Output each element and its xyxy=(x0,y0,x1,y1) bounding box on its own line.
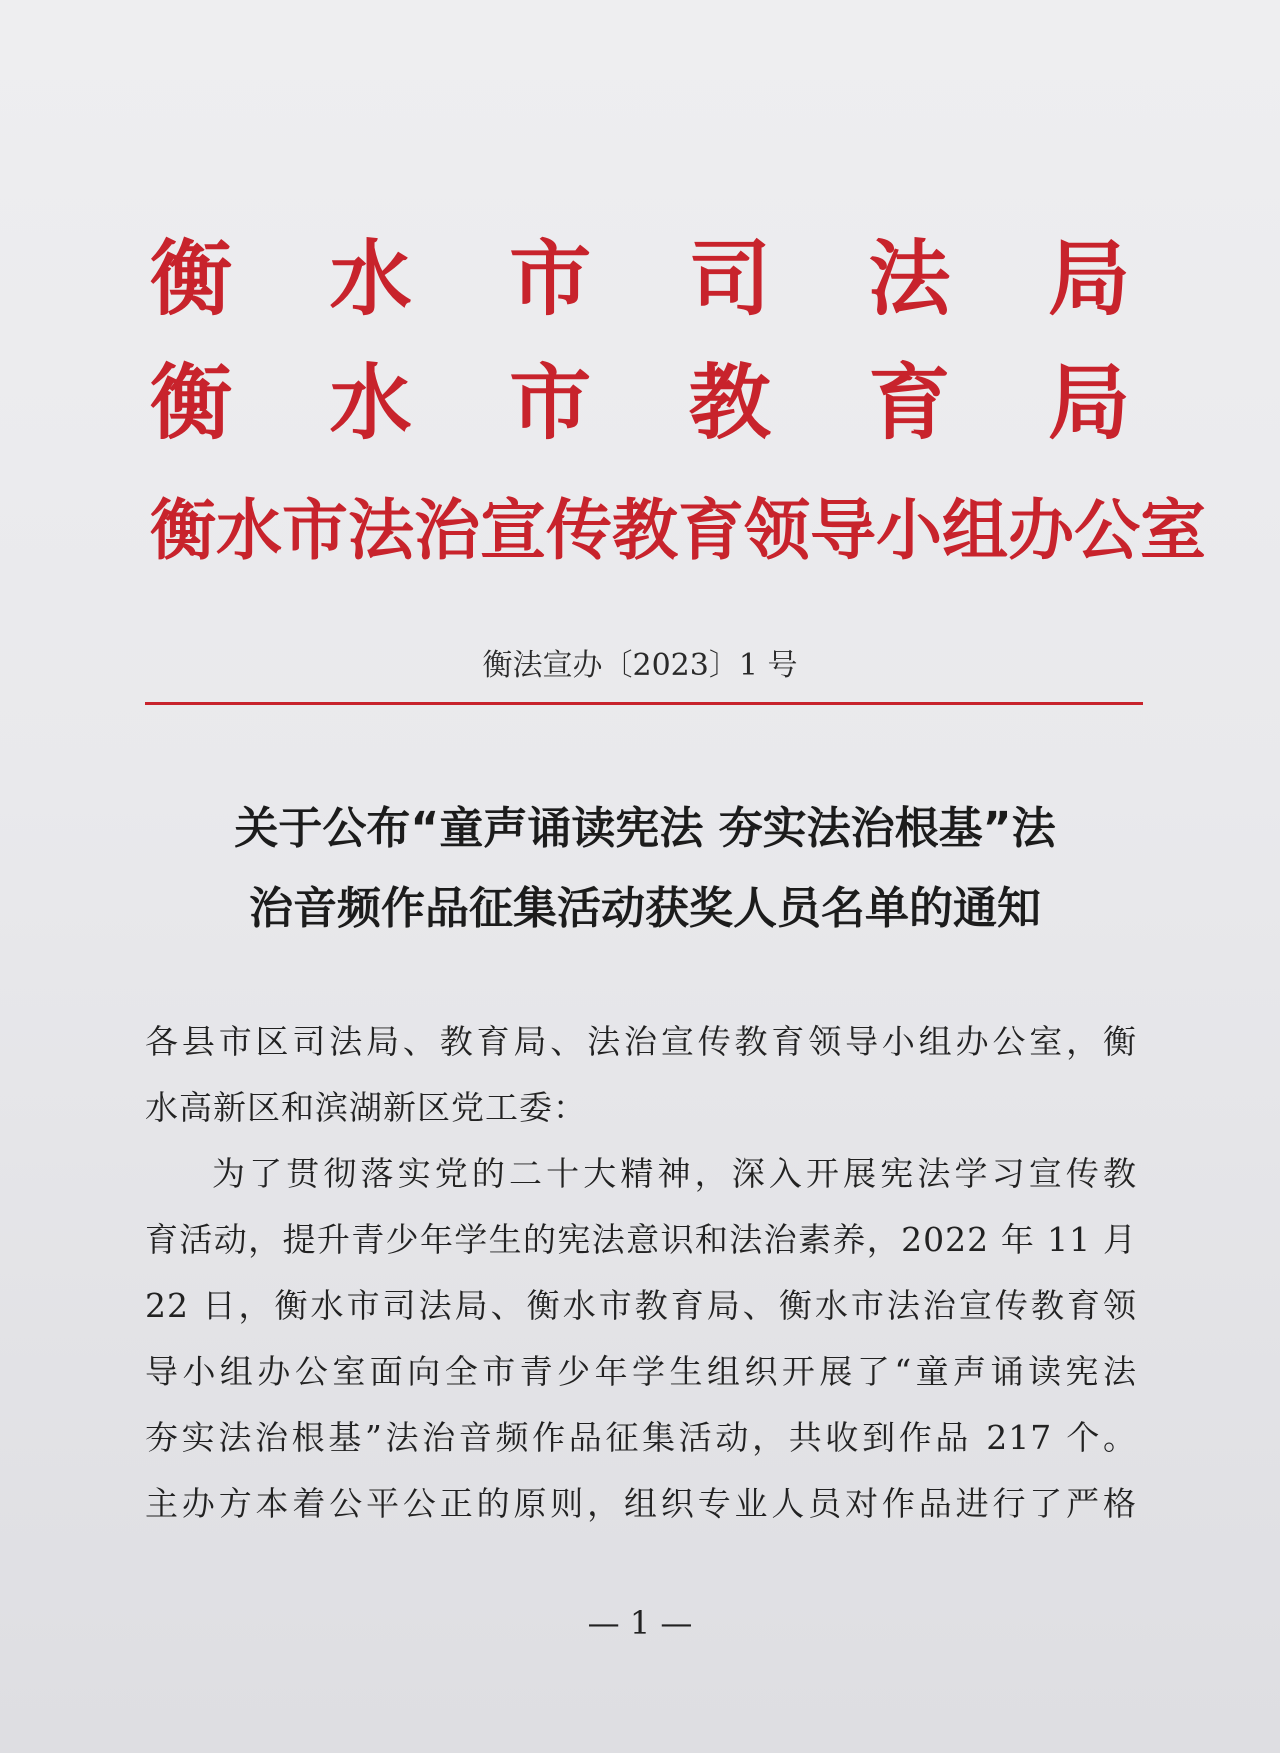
issuer-char: 市 xyxy=(282,491,348,569)
issuer-char: 水 xyxy=(329,355,412,451)
issuer-char: 公 xyxy=(1074,491,1140,569)
issuer-char: 室 xyxy=(1140,491,1206,569)
body-line: 主办方本着公平公正的原则，组织专业人员对作品进行了严格 xyxy=(145,1484,1137,1523)
body-line: 各县市区司法局、教育局、法治宣传教育领导小组办公室，衡 xyxy=(145,1022,1137,1061)
issuer-char: 法 xyxy=(348,491,414,569)
issuer-char: 治 xyxy=(414,491,480,569)
issuer-char: 传 xyxy=(546,491,612,569)
issuer-judicial-bureau xyxy=(150,222,1130,327)
issuer-char: 司 xyxy=(688,231,771,327)
page-number: — 1 — xyxy=(587,1604,693,1642)
issuer-char: 市 xyxy=(509,231,592,327)
issuer-char: 领 xyxy=(744,491,810,569)
body-line: 育活动，提升青少年学生的宪法意识和法治素养，2022 年 11 月 xyxy=(145,1220,1137,1259)
issuer-char: 教 xyxy=(688,355,771,451)
issuer-char: 局 xyxy=(1047,355,1130,451)
issuer-char: 衡 xyxy=(150,231,233,327)
issuer-char: 水 xyxy=(216,491,282,569)
issuer-char: 水 xyxy=(329,231,412,327)
issuer-char: 法 xyxy=(868,231,951,327)
issuer-char: 导 xyxy=(810,491,876,569)
red-separator-rule xyxy=(145,702,1143,705)
document-number: 衡法宣办〔2023〕1 号 xyxy=(482,648,798,683)
issuer-education-bureau xyxy=(150,346,1130,451)
issuer-char: 宣 xyxy=(480,491,546,569)
issuer-char: 教 xyxy=(612,491,678,569)
issuer-char: 衡 xyxy=(150,491,216,569)
issuer-char: 衡 xyxy=(150,355,233,451)
body-line: 导小组办公室面向全市青少年学生组织开展了“童声诵读宪法 xyxy=(145,1352,1137,1391)
body-line: 22 日，衡水市司法局、衡水市教育局、衡水市法治宣传教育领 xyxy=(145,1286,1137,1325)
issuer-char: 育 xyxy=(868,355,951,451)
issuer-char: 组 xyxy=(942,491,1008,569)
notice-title-line-2: 治音频作品征集活动获奖人员名单的通知 xyxy=(249,883,1041,934)
issuer-legal-education-office xyxy=(150,474,1206,574)
issuer-char: 局 xyxy=(1047,231,1130,327)
body-line: 为了贯彻落实党的二十大精神，深入开展宪法学习宣传教 xyxy=(212,1154,1137,1193)
issuer-char: 办 xyxy=(1008,491,1074,569)
issuer-char: 育 xyxy=(678,491,744,569)
issuer-char: 小 xyxy=(876,491,942,569)
issuer-char: 市 xyxy=(509,355,592,451)
body-line: 水高新区和滨湖新区党工委： xyxy=(145,1088,587,1127)
notice-title-line-1: 关于公布“童声诵读宪法 夯实法治根基”法 xyxy=(234,803,1056,854)
body-line: 夯实法治根基”法治音频作品征集活动，共收到作品 217 个。 xyxy=(145,1418,1137,1457)
